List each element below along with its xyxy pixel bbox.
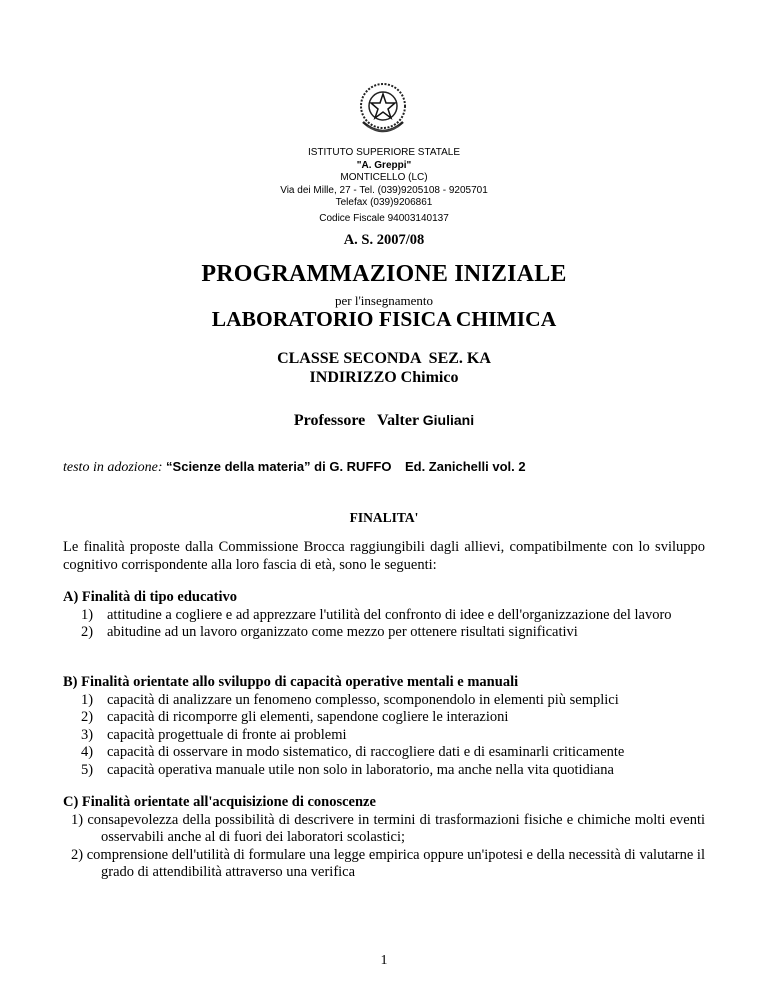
school-name: "A. Greppi"	[356, 159, 412, 171]
emblem-icon	[355, 78, 411, 140]
section-a-title: A) Finalità di tipo educativo	[63, 589, 238, 605]
class-info	[0, 349, 768, 387]
textbook-title: “Scienze della materia” di G. RUFFO	[166, 459, 392, 474]
item-text: capacità progettuale di fronte ai problemi	[107, 726, 347, 743]
fiscal-code: Codice Fiscale 94003140137	[319, 212, 449, 224]
list-item	[63, 762, 705, 780]
item-text: capacità di analizzare un fenomeno complesso, scomponendolo in elementi più semplici	[107, 691, 619, 708]
item-text: comprensione dell'utilità di formulare una legge empirica oppure un'ipotesi e della necessità di valutarne il grado di attendibilità attraverso una verifica	[86, 846, 705, 880]
school-city: MONTICELLO (LC)	[340, 172, 428, 183]
textbook-publisher: Ed. Zanichelli vol. 2	[404, 459, 526, 474]
section-c	[63, 794, 705, 882]
item-number: 2)	[71, 846, 84, 863]
item-text: attitudine a cogliere e ad apprezzare l'utilità del confronto di idee e dell'organizzazione del lavoro	[107, 606, 672, 623]
textbook-line	[63, 459, 526, 476]
list-item	[63, 692, 705, 710]
item-text: capacità di ricomporre gli elementi, sapendone cogliere le interazioni	[107, 709, 509, 725]
section-b-title: B) Finalità orientate allo sviluppo di capacità operative mentali e manuali	[63, 674, 519, 690]
school-type: ISTITUTO SUPERIORE STATALE	[307, 147, 461, 158]
professor-last-name: Giuliani	[422, 412, 475, 428]
list-item	[63, 812, 705, 847]
document-title: PROGRAMMAZIONE INIZIALE	[201, 261, 567, 287]
list-item	[63, 847, 705, 882]
item-number: 2)	[81, 709, 94, 725]
section-c-title: C) Finalità orientate all'acquisizione di conoscenze	[63, 794, 376, 810]
finalita-heading: FINALITA'	[349, 510, 419, 525]
school-fax: Telefax (039)9206861	[335, 197, 433, 208]
item-text: abitudine ad un lavoro organizzato come mezzo per ottenere risultati significativi	[107, 624, 578, 640]
item-number: 1)	[71, 811, 84, 828]
item-number: 1)	[81, 691, 94, 708]
professor-first-name: Valter	[376, 412, 419, 429]
section-a	[63, 589, 705, 642]
item-number: 4)	[81, 744, 94, 760]
page-number: 1	[380, 953, 388, 968]
item-number: 1)	[81, 606, 94, 623]
section-b	[63, 674, 705, 779]
list-item	[63, 709, 705, 727]
item-number: 2)	[81, 624, 94, 640]
list-item	[63, 744, 705, 762]
class-line: CLASSE SECONDA SEZ. KA	[277, 350, 491, 367]
item-text: capacità operativa manuale utile non solo in laboratorio, ma anche nella vita quotidiana	[107, 761, 614, 778]
textbook-label: testo in adozione:	[63, 460, 163, 475]
item-number: 3)	[81, 726, 94, 743]
item-text: consapevolezza della possibilità di descrivere in termini di trasformazioni fisiche e chimiche molti eventi osservabili anche al di fuori dei laboratori scolastici;	[87, 811, 706, 845]
subject-title: LABORATORIO FISICA CHIMICA	[211, 307, 557, 331]
professor-label: Professore	[293, 412, 366, 429]
list-item	[63, 607, 705, 625]
intro-paragraph: Le finalità proposte dalla Commissione Brocca raggiungibili dagli allievi, compatibilmente con lo sviluppo cognitivo corrispondente alla loro fascia di età, sono le seguenti:	[63, 539, 705, 573]
title-subline: per l'insegnamento	[334, 293, 433, 308]
school-address: Via dei Mille, 27 - Tel. (039)9205108 - 9205701	[280, 184, 488, 196]
list-item	[63, 624, 705, 642]
list-item	[63, 727, 705, 745]
school-header	[0, 147, 768, 225]
professor-line	[0, 412, 768, 430]
item-text: capacità di osservare in modo sistematico, di raccogliere dati e di esaminarli criticamente	[107, 744, 625, 760]
item-number: 5)	[81, 761, 94, 778]
address-line: INDIRIZZO Chimico	[309, 369, 459, 386]
school-year: A. S. 2007/08	[343, 232, 425, 248]
